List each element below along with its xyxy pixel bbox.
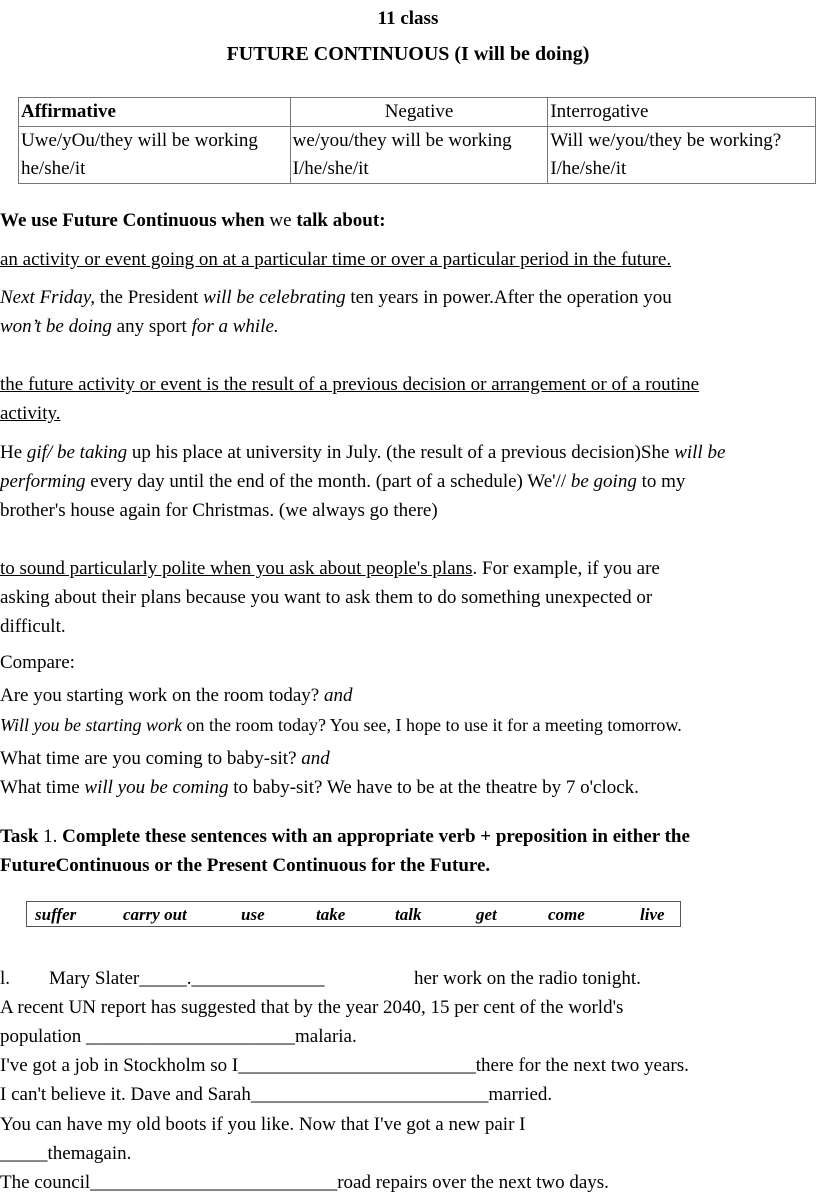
table-row [19, 127, 816, 184]
table-cell [290, 127, 548, 184]
verb-option: come [548, 905, 585, 924]
verb-box [26, 901, 681, 927]
verb-option: get [476, 905, 497, 924]
table-header-interrogative: Interrogative [548, 98, 816, 127]
example-1-line-2: won’t be doing any sport for a while. [0, 316, 279, 337]
usage-point-3-line-3: difficult. [0, 616, 66, 637]
verb-option: live [640, 905, 665, 924]
example-2-line-2: performing every day until the end of the month. (part of a schedule) We'// be going to my [0, 471, 686, 492]
exercise-sentence-2-line-1: A recent UN report has suggested that by the year 2040, 15 per cent of the world's [0, 997, 624, 1018]
interrogative-plural: Will we/you/they be working? [550, 130, 782, 151]
usage-point-2-line-2: activity. [0, 403, 61, 424]
compare-example-2: Will you be starting work on the room today? You see, I hope to use it for a meeting tomorrow. [0, 715, 682, 735]
compare-example-4: What time will you be coming to baby-sit? We have to be at the theatre by 7 o'clock. [0, 777, 639, 798]
affirmative-singular: he/she/it [21, 158, 86, 179]
verb-option: take [316, 905, 346, 924]
verb-option: talk [395, 905, 422, 924]
task-instructions-line-2: FutureContinuous or the Present Continuous for the Future. [0, 855, 491, 876]
conjugation-table [18, 97, 816, 184]
table-header-negative: Negative [290, 98, 548, 127]
compare-example-1: Are you starting work on the room today? and [0, 685, 353, 706]
table-header-affirmative: Affirmative [19, 98, 291, 127]
example-2-line-1: He gif/ be taking up his place at university in July. (the result of a previous decision)She will be [0, 442, 726, 463]
interrogative-singular: I/he/she/it [550, 158, 627, 179]
exercise-sentence-6: The council__________________________road repairs over the next two days. [0, 1172, 609, 1193]
verb-option: carry out [123, 905, 187, 924]
usage-point-2-line-1: the future activity or event is the result of a previous decision or arrangement or of a routine [0, 374, 700, 395]
usage-point-1: an activity or event going on at a particular time or over a particular period in the future. [0, 249, 672, 270]
task-instructions-line-1: Task 1. Complete these sentences with an appropriate verb + preposition in either the [0, 826, 690, 847]
exercise-sentence-2-line-2: population ______________________malaria. [0, 1026, 357, 1047]
page-title: FUTURE CONTINUOUS (I will be doing) [226, 43, 590, 65]
table-header-row [19, 98, 816, 127]
compare-example-3: What time are you coming to baby-sit? and [0, 748, 330, 769]
negative-plural: we/you/they will be working [292, 130, 512, 151]
negative-singular: I/he/she/it [292, 158, 369, 179]
exercise-sentence-5-line-2: _____themagain. [0, 1143, 132, 1164]
class-label: 11 class [377, 8, 439, 29]
exercise-sentence-4: I can't believe it. Dave and Sarah_________________________married. [0, 1084, 553, 1105]
verb-option: use [241, 905, 265, 924]
table-cell [548, 127, 816, 184]
usage-heading: We use Future Continuous when we talk about: [0, 210, 386, 231]
usage-point-3-line-1: to sound particularly polite when you ask about people's plans. For example, if you are [0, 558, 660, 579]
usage-point-3-line-2: asking about their plans because you want to ask them to do something unexpected or [0, 587, 653, 608]
compare-label: Compare: [0, 652, 75, 673]
affirmative-plural: Uwe/yOu/they will be working [21, 130, 258, 151]
example-2-line-3: brother's house again for Christmas. (we always go there) [0, 500, 438, 521]
table-cell [19, 127, 291, 184]
exercise-sentence-3: I've got a job in Stockholm so I_________________________there for the next two years. [0, 1055, 689, 1076]
exercise-sentence-1: l. Mary Slater_____.______________ her work on the radio tonight. [0, 968, 641, 989]
verb-option: suffer [35, 905, 77, 924]
example-1-line-1: Next Friday, the President will be celebrating ten years in power.After the operation you [0, 287, 672, 308]
exercise-sentence-5-line-1: You can have my old boots if you like. Now that I've got a new pair I [0, 1114, 526, 1135]
